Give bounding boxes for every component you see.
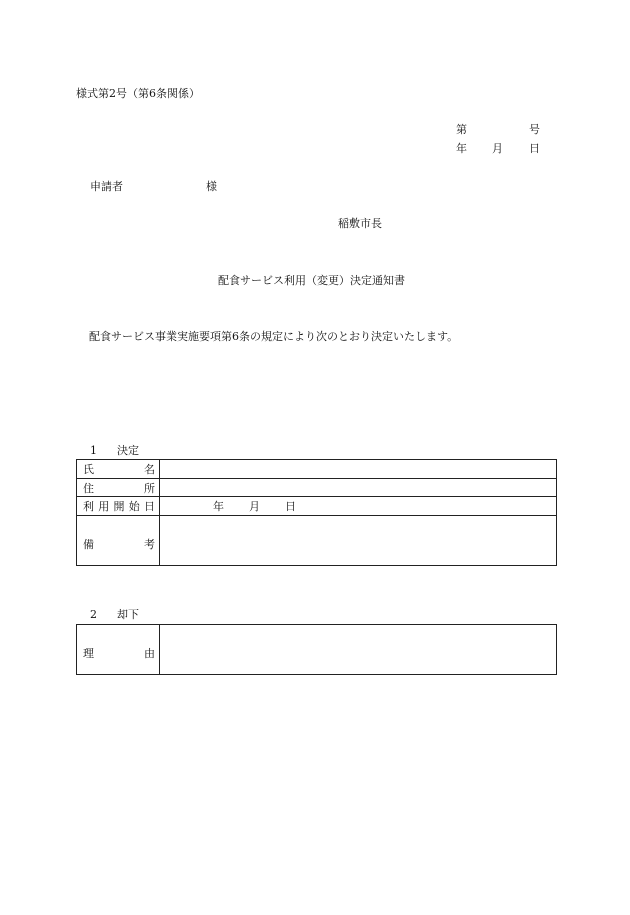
address-field[interactable] (160, 479, 557, 497)
label-remarks: 備 考 (83, 538, 155, 551)
date-day: 日 (529, 142, 540, 155)
row-start-date (77, 497, 557, 516)
addressee-label: 申請者 (90, 180, 123, 193)
start-date-field[interactable] (160, 497, 557, 516)
label-address: 住 所 (83, 481, 155, 495)
row-name (77, 460, 557, 479)
start-date-month: 月 (249, 500, 260, 513)
section2-heading: 却下 (117, 608, 139, 621)
ref-dai: 第 (456, 123, 467, 136)
start-date-day: 日 (285, 500, 296, 513)
rejection-table (76, 624, 557, 675)
date-year: 年 (456, 142, 467, 155)
document-title: 配食サービス利用（変更）決定通知書 (218, 274, 405, 287)
row-address (77, 479, 557, 497)
decision-table (76, 459, 557, 566)
date-month: 月 (492, 142, 503, 155)
label-start-date: 利 用 開 始 日 (83, 500, 155, 513)
ref-go: 号 (529, 123, 540, 136)
form-number: 様式第2号（第6条関係） (76, 87, 200, 100)
section1-number: 1 (90, 444, 97, 457)
issuer: 稲敷市長 (338, 217, 382, 230)
label-name: 氏 名 (83, 463, 155, 476)
reason-field[interactable] (160, 625, 557, 675)
label-reason: 理 由 (83, 647, 155, 660)
start-date-year: 年 (213, 500, 224, 513)
section1-heading: 決定 (117, 444, 139, 457)
remarks-field[interactable] (160, 516, 557, 566)
row-remarks (77, 516, 557, 566)
row-reason (77, 625, 557, 675)
body-text: 配食サービス事業実施要項第6条の規定により次のとおり決定いたします。 (89, 330, 459, 343)
addressee-sama: 様 (206, 180, 217, 193)
section2-number: 2 (90, 608, 97, 621)
name-field[interactable] (160, 460, 557, 479)
